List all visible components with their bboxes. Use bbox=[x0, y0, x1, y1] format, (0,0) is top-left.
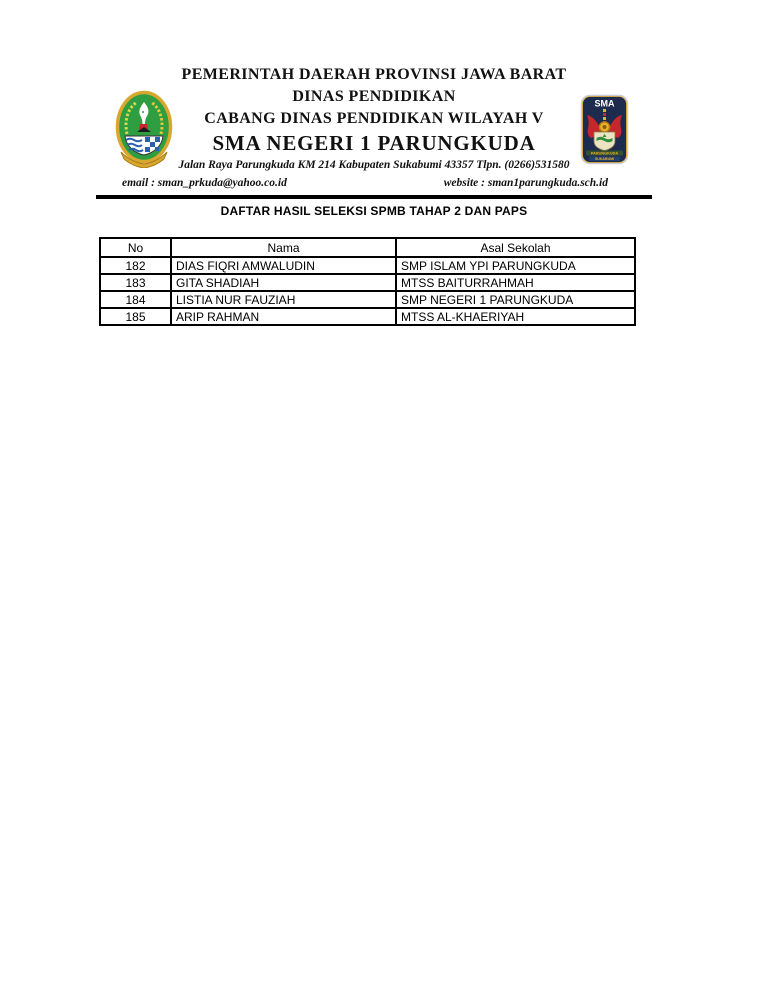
letterhead-divider bbox=[96, 195, 652, 199]
contact-row bbox=[96, 176, 652, 191]
badge-sma-text: SMA bbox=[594, 98, 615, 109]
row-asal-sekolah: MTSS AL-KHAERIYAH bbox=[396, 308, 635, 325]
document-title: DAFTAR HASIL SELEKSI SPMB TAHAP 2 DAN PAPS bbox=[220, 204, 528, 218]
table-row bbox=[100, 308, 635, 325]
email-text: email : sman_prkuda@yahoo.co.id bbox=[122, 177, 287, 189]
letterhead bbox=[96, 64, 652, 199]
badge-banner2-text: SUKABUMI bbox=[594, 157, 615, 162]
results-table bbox=[99, 237, 636, 326]
letterhead-text bbox=[96, 64, 652, 173]
row-asal-sekolah: SMP NEGERI 1 PARUNGKUDA bbox=[396, 291, 635, 308]
table-header-row bbox=[100, 238, 635, 257]
school-name: SMA NEGERI 1 PARUNGKUDA bbox=[212, 131, 536, 155]
table-row bbox=[100, 257, 635, 274]
branch-line: CABANG DINAS PENDIDIKAN WILAYAH V bbox=[204, 110, 544, 127]
row-no: 182 bbox=[100, 257, 171, 274]
row-asal-sekolah: MTSS BAITURRAHMAH bbox=[396, 274, 635, 291]
row-nama: GITA SHADIAH bbox=[171, 274, 396, 291]
row-no: 184 bbox=[100, 291, 171, 308]
badge-banner1-text: PARUNGKUDA bbox=[590, 151, 619, 156]
table-row bbox=[100, 291, 635, 308]
column-header-nama: Nama bbox=[171, 238, 396, 257]
row-asal-sekolah: SMP ISLAM YPI PARUNGKUDA bbox=[396, 257, 635, 274]
department-line: DINAS PENDIDIKAN bbox=[292, 88, 456, 105]
row-nama: LISTIA NUR FAUZIAH bbox=[171, 291, 396, 308]
column-header-no: No bbox=[100, 238, 171, 257]
government-line: PEMERINTAH DAERAH PROVINSI JAWA BARAT bbox=[181, 66, 567, 83]
table-row bbox=[100, 274, 635, 291]
school-address: Jalan Raya Parungkuda KM 214 Kabupaten Sukabumi 43357 Tlpn. (0266)531580 bbox=[178, 159, 570, 171]
row-no: 183 bbox=[100, 274, 171, 291]
row-no: 185 bbox=[100, 308, 171, 325]
row-nama: ARIP RAHMAN bbox=[171, 308, 396, 325]
website-text: website : sman1parungkuda.sch.id bbox=[443, 177, 608, 189]
column-header-asal-sekolah: Asal Sekolah bbox=[396, 238, 635, 257]
row-nama: DIAS FIQRI AMWALUDIN bbox=[171, 257, 396, 274]
